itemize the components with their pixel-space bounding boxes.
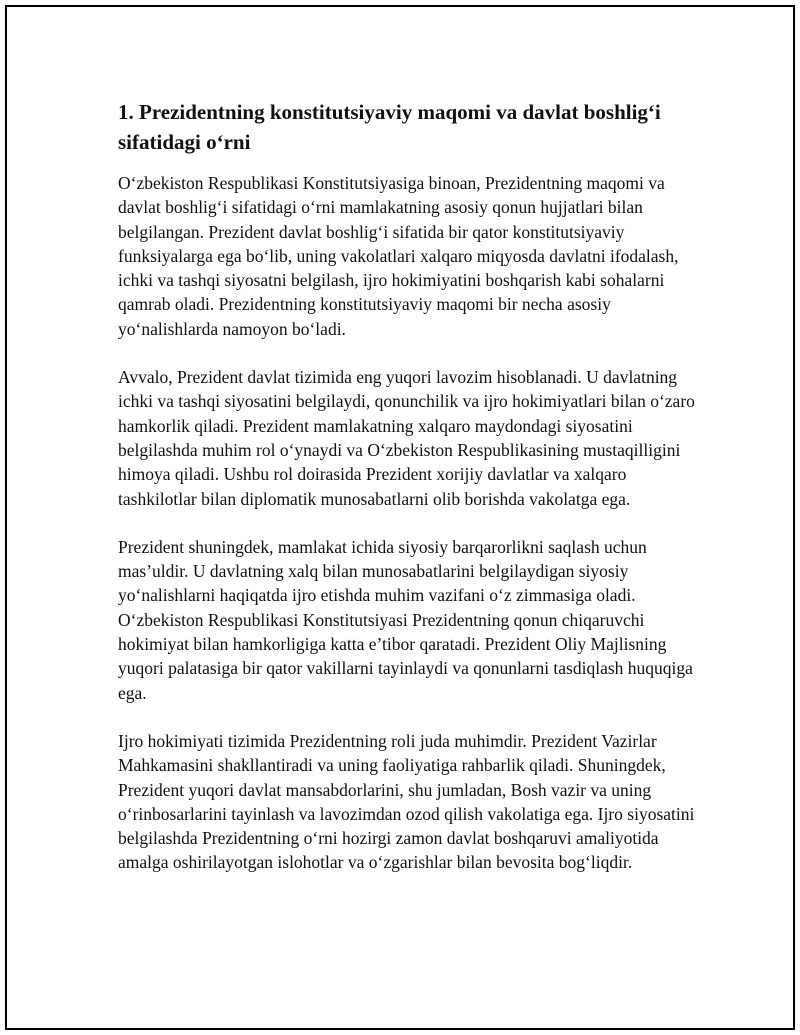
paragraph-2: Avvalo, Prezident davlat tizimida eng yuqori lavozim hisoblanadi. U davlatning ichki va tashqi siyosatini belgilaydi, qonunchilik va ijro hokimiyatlari bilan o‘zaro hamkorlik qiladi. Prezident mamlakatning xalqaro maydondagi siyosatini belgilashda muhim rol o‘ynaydi va O‘zbekiston Respublikasining mustaqilligini himoya qiladi. Ushbu rol doirasida Prezident xorijiy davlatlar va xalqaro tashkilotlar bilan diplomatik munosabatlarni olib borishda vakolatga ega. xyxy=(118,367,695,509)
paragraph-3: Prezident shuningdek, mamlakat ichida siyosiy barqarorlikni saqlash uchun mas’uldir. U davlatning xalq bilan munosabatlarini belgilaydigan siyosiy yo‘nalishlarni haqiqatda ijro etishda muhim vazifani o‘z zimmasiga oladi. O‘zbekiston Respublikasi Konstitutsiyasi Prezidentning qonun chiqaruvchi hokimiyat bilan hamkorligiga katta e’tibor qaratadi. Prezident Oliy Majlisning yuqori palatasiga bir qator vakillarni tayinlaydi va qonunlarni tasdiqlash huquqiga ega. xyxy=(118,536,693,703)
paragraph-4: Ijro hokimiyati tizimida Prezidentning roli juda muhimdir. Prezident Vazirlar Mahkamasini shakllantiradi va uning faoliyatiga rahbarlik qiladi. Shuningdek, Prezident yuqori davlat mansabdorlarini, shu jumladan, Bosh vazir va uning o‘rinbosarlarini tayinlash va lavozimdan ozod qilish vakolatiga ega. Ijro siyosatini belgilashda Prezidentning o‘rni hozirgi zamon davlat boshqaruvi amaliyotida amalga oshirilayotgan islohotlar va o‘zgarishlar bilan bevosita bog‘liqdir. xyxy=(118,730,695,873)
document-body xyxy=(118,97,703,899)
document-page xyxy=(5,5,795,1030)
section-heading: 1. Prezidentning konstitutsiyaviy maqomi va davlat boshlig‘i sifatidagi o‘rni xyxy=(118,100,661,154)
paragraph-1: O‘zbekiston Respublikasi Konstitutsiyasiga binoan, Prezidentning maqomi va davlat boshlig‘i sifatidagi o‘rni mamlakatning asosiy qonun hujjatlari bilan belgilangan. Prezident davlat boshlig‘i sifatida bir qator konstitutsiyaviy funksiyalarga ega bo‘lib, uning vakolatlari xalqaro miqyosda davlatni ifodalash, ichki va tashqi siyosatni belgilash, ijro hokimiyatini boshqarish kabi sohalarni qamrab oladi. Prezidentning konstitutsiyaviy maqomi bir necha asosiy yo‘nalishlarda namoyon bo‘ladi. xyxy=(118,173,679,339)
